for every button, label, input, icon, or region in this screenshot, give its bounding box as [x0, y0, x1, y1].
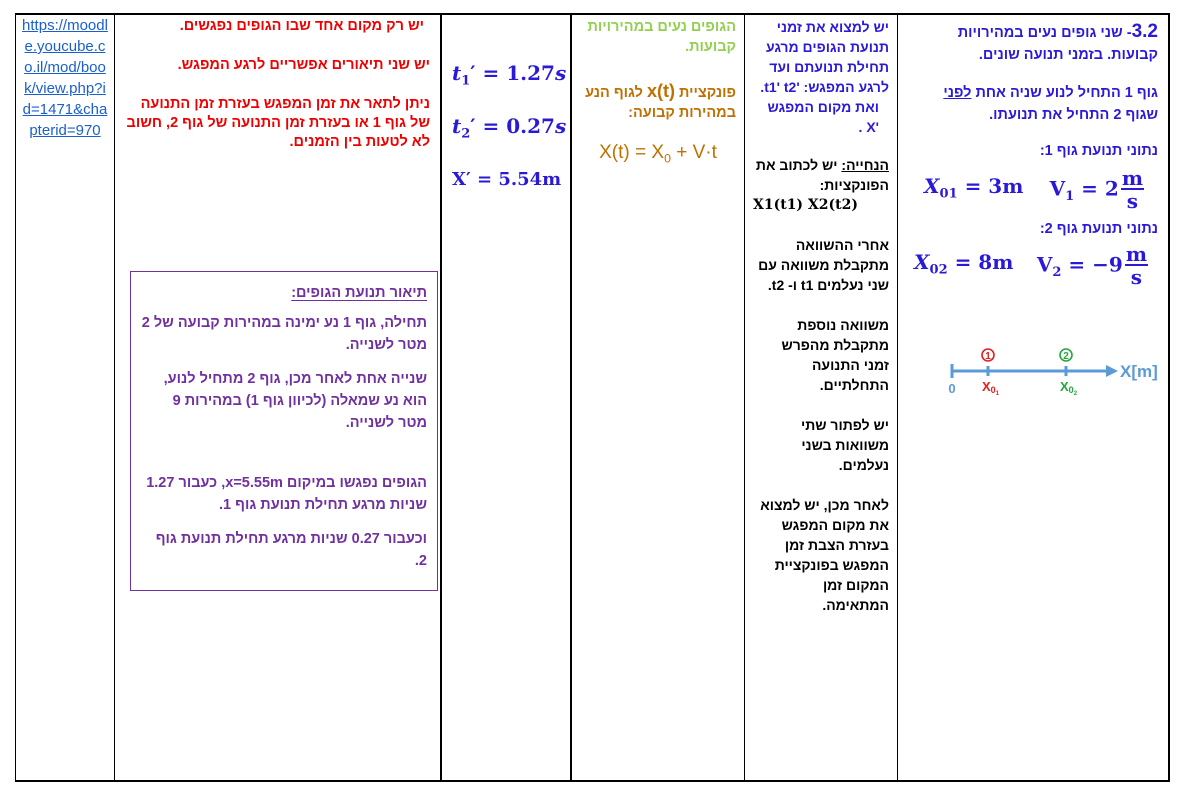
guidance-functions: X1(t1) X2(t2) — [753, 197, 858, 213]
answer-x: X′ = 5.54m — [452, 169, 562, 191]
guidance-step-time-difference: משוואה נוספת מתקבלת מהפרש זמני התנועה התחלתיים. — [781, 317, 889, 393]
guidance-step-solve: יש לפתור שתי משוואות בשני נעלמים. — [800, 417, 889, 473]
note-single-meeting-place: יש רק מקום אחד שבו הגופים נפגשים. — [179, 18, 424, 34]
x02-value: $X_{02} = 8m$ — [914, 249, 1014, 278]
motion-description-box — [130, 271, 438, 591]
problem-number: 3.2 — [1131, 21, 1158, 42]
x02-tick-label: X02 — [1060, 379, 1078, 397]
body1-marker-label: 1 — [985, 351, 991, 362]
notes-cell — [115, 13, 440, 782]
moodle-link[interactable]: https://moodle.youcube.co.il/mod/book/view.php?id=1471&chapterid=970 — [22, 17, 108, 139]
body2-heading: נתוני תנועת גוף 2: — [1039, 221, 1158, 237]
guidance-hint: הנחייה: יש לכתוב את הפונקציות: — [755, 157, 889, 193]
concept-function-label: פונקציית x(t) לגוף הנע במהירות קבועה: — [585, 81, 736, 121]
lesson-table — [15, 13, 1170, 782]
note-time-description: ניתן לתאר את זמן המפגש בעזרת זמן התנועה של גוף 1 או בעזרת זמן התנועה של גוף 2, חשוב לא לטעות בין הזמנים. — [126, 96, 430, 150]
body2-data — [908, 244, 1158, 288]
body2-marker-label: 2 — [1063, 351, 1069, 362]
problem-statement: גוף 1 התחיל לנוע שניה אחת לפני שגוף 2 התחיל את תנועתו. — [943, 85, 1158, 123]
guidance-goal: יש למצוא את זמני תנועת הגופים מרגע תחילת תנועתם ועד לרגע המפגש: 't1' t2. — [760, 19, 889, 95]
position-formula: $X(t) = X_0 + V\cdot t$ — [599, 142, 717, 166]
origin-label: 0 — [948, 381, 956, 396]
link-cell — [16, 13, 114, 782]
answer-t2: $t_2' = 0.27s$ — [452, 113, 567, 142]
description-title: תיאור תנועת הגופים: — [291, 285, 427, 301]
description-meeting: הגופים נפגשו במיקום x=5.55m, כעבור 1.27 שניות מרגע תחילת תנועת גוף 1. — [146, 475, 427, 513]
body1-data — [908, 168, 1158, 212]
x01-tick-label: X01 — [982, 379, 1000, 397]
guidance-cell — [745, 13, 897, 782]
x01-value: $X_{01} = 3m$ — [924, 173, 1024, 202]
body1-heading: נתוני תנועת גוף 1: — [1039, 143, 1158, 159]
x-axis-arrow-icon — [1106, 365, 1118, 377]
description-body2: שנייה אחת לאחר מכן, גוף 2 מתחיל לנוע, הוא נע שמאלה (לכיוון גוף 1) במהירות 9 מטר לשנייה. — [163, 371, 427, 431]
v1-value: $V_1 = 2$ $\frac{m}{s}$ — [1049, 166, 1143, 213]
number-line-diagram — [938, 343, 1158, 403]
guidance-step-equate: אחרי ההשוואה מתקבלת משוואה עם שני נעלמים t1 ו- t2. — [758, 237, 889, 293]
col-border — [1168, 13, 1170, 782]
problem-title: 3.2- שני גופים נעים במהירויות קבועות. בזמני תנועה שונים. — [957, 21, 1158, 63]
answer-t1: $t_1' = 1.27s$ — [452, 61, 567, 89]
description-meeting-body2: וכעבור 0.27 שניות מרגע תחילת תנועת גוף 2. — [155, 531, 427, 569]
guidance-goal-place: ואת מקום המפגש 'X . — [767, 99, 879, 135]
description-body1: תחילה, גוף 1 נע ימינה במהירות קבועה של 2 מטר לשנייה. — [141, 315, 427, 353]
answers-cell — [442, 13, 570, 782]
problem-cell — [898, 13, 1168, 782]
axis-label: X[m] — [1120, 362, 1158, 381]
concept-constant-velocity: הגופים נעים במהירויות קבועות. — [587, 19, 736, 55]
note-two-descriptions: יש שני תיאורים אפשריים לרגע המפגש. — [177, 57, 430, 73]
concept-cell — [572, 13, 744, 782]
guidance-step-substitute: לאחר מכן, יש למצוא את מקום המפגש בעזרת הצבת זמן המפגש בפונקציית המקום זמן המתאימה. — [760, 497, 889, 613]
v2-value: $V_2 = -9$ $\frac{m}{s}$ — [1036, 242, 1147, 289]
